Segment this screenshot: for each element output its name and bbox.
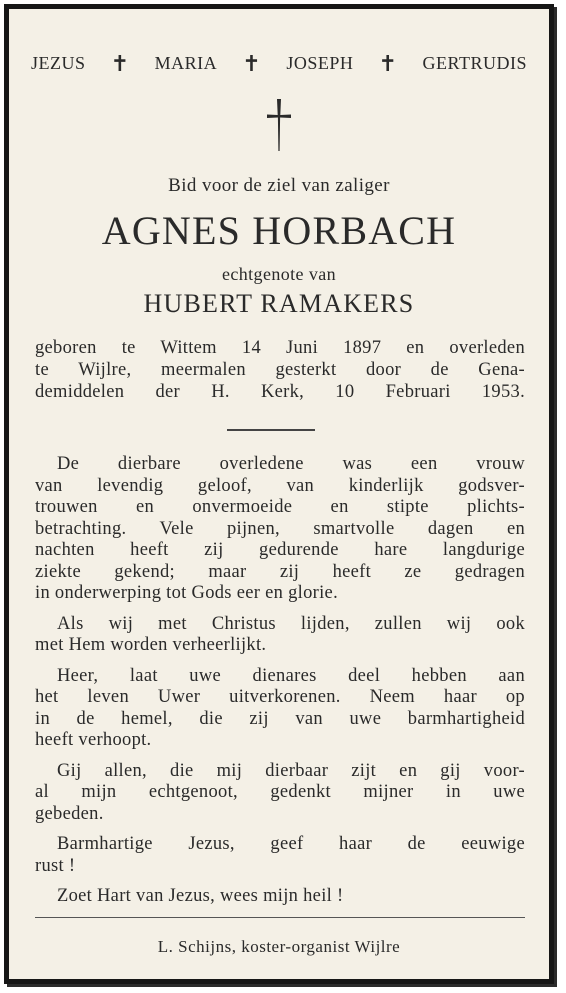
text-line: betrachting. Vele pijnen, smartvolle dagen en (35, 518, 525, 539)
text-line: in de hemel, die zij van uwe barmhartigheid (35, 708, 525, 729)
cross-icon-svg (264, 97, 294, 153)
birth-line: geboren te Wittem 14 Juni 1897 en overleden (35, 338, 525, 358)
birth-line: demiddelen der H. Kerk, 10 Februari 1953. (35, 382, 525, 402)
memorial-text (35, 454, 525, 917)
header-names (31, 50, 527, 76)
text-line: Zoet Hart van Jezus, wees mijn heil ! (57, 886, 344, 906)
bottom-divider-line (35, 917, 525, 918)
header-name-maria: MARIA (154, 53, 218, 73)
header-name-gertrudis: GERTRUDIS (422, 53, 527, 73)
text-line: nachten heeft zij gedurende hare langdurige (35, 540, 525, 560)
text-line: heeft verhoopt. (35, 730, 152, 750)
text-line: Barmhartige Jezus, geef haar de eeuwige (57, 834, 525, 854)
divider-line (227, 429, 315, 431)
text-line: ziekte gekend; maar zij heeft ze gedragen (35, 561, 525, 582)
small-cross-icon: ✝ (242, 50, 262, 76)
header-name-jezus: JEZUS (31, 53, 86, 73)
paragraph (35, 761, 525, 826)
birth-line: te Wijlre, meermalen gesterkt door de Gena- (35, 360, 525, 380)
paragraph (35, 886, 525, 908)
text-line: rust ! (35, 855, 76, 876)
paragraph (35, 666, 525, 752)
text-line: Heer, laat uwe dienares deel hebben aan (57, 665, 525, 686)
text-line: het leven Uwer uitverkorenen. Neem haar op (35, 687, 525, 707)
text-line: al mijn echtgenoot, gedenkt mijner in uwe (35, 782, 525, 802)
spouse-name: HUBERT RAMAKERS (143, 289, 415, 318)
text-line: van levendig geloof, van kinderlijk godsver- (35, 475, 525, 496)
paragraph (35, 454, 525, 605)
header-name-joseph: JOSEPH (286, 53, 354, 73)
prayer-intro: Bid voor de ziel van zaliger (168, 175, 390, 196)
spouse-label: echtgenote van (221, 264, 337, 284)
birth-death-text (35, 337, 525, 403)
text-line: Gij allen, die mij dierbaar zijt en gij voor- (57, 760, 525, 781)
text-line: in onderwerping tot Gods eer en glorie. (35, 583, 338, 603)
printer-credit: L. Schijns, koster-organist Wijlre (157, 937, 401, 956)
cross-icon (9, 97, 549, 163)
text-line: Als wij met Christus lijden, zullen wij ook (57, 613, 525, 634)
deceased-name: AGNES HORBACH (101, 208, 457, 253)
small-cross-icon: ✝ (110, 50, 130, 76)
paragraph (35, 614, 525, 657)
text-line: De dierbare overledene was een vrouw (57, 454, 525, 474)
text-line: met Hem worden verheerlijkt. (35, 635, 267, 655)
text-line: trouwen en onvermoeide en stipte plichts- (35, 497, 525, 517)
small-cross-icon: ✝ (378, 50, 398, 76)
paragraph (35, 834, 525, 877)
text-line: gebeden. (35, 803, 104, 824)
memorial-card (4, 4, 554, 984)
